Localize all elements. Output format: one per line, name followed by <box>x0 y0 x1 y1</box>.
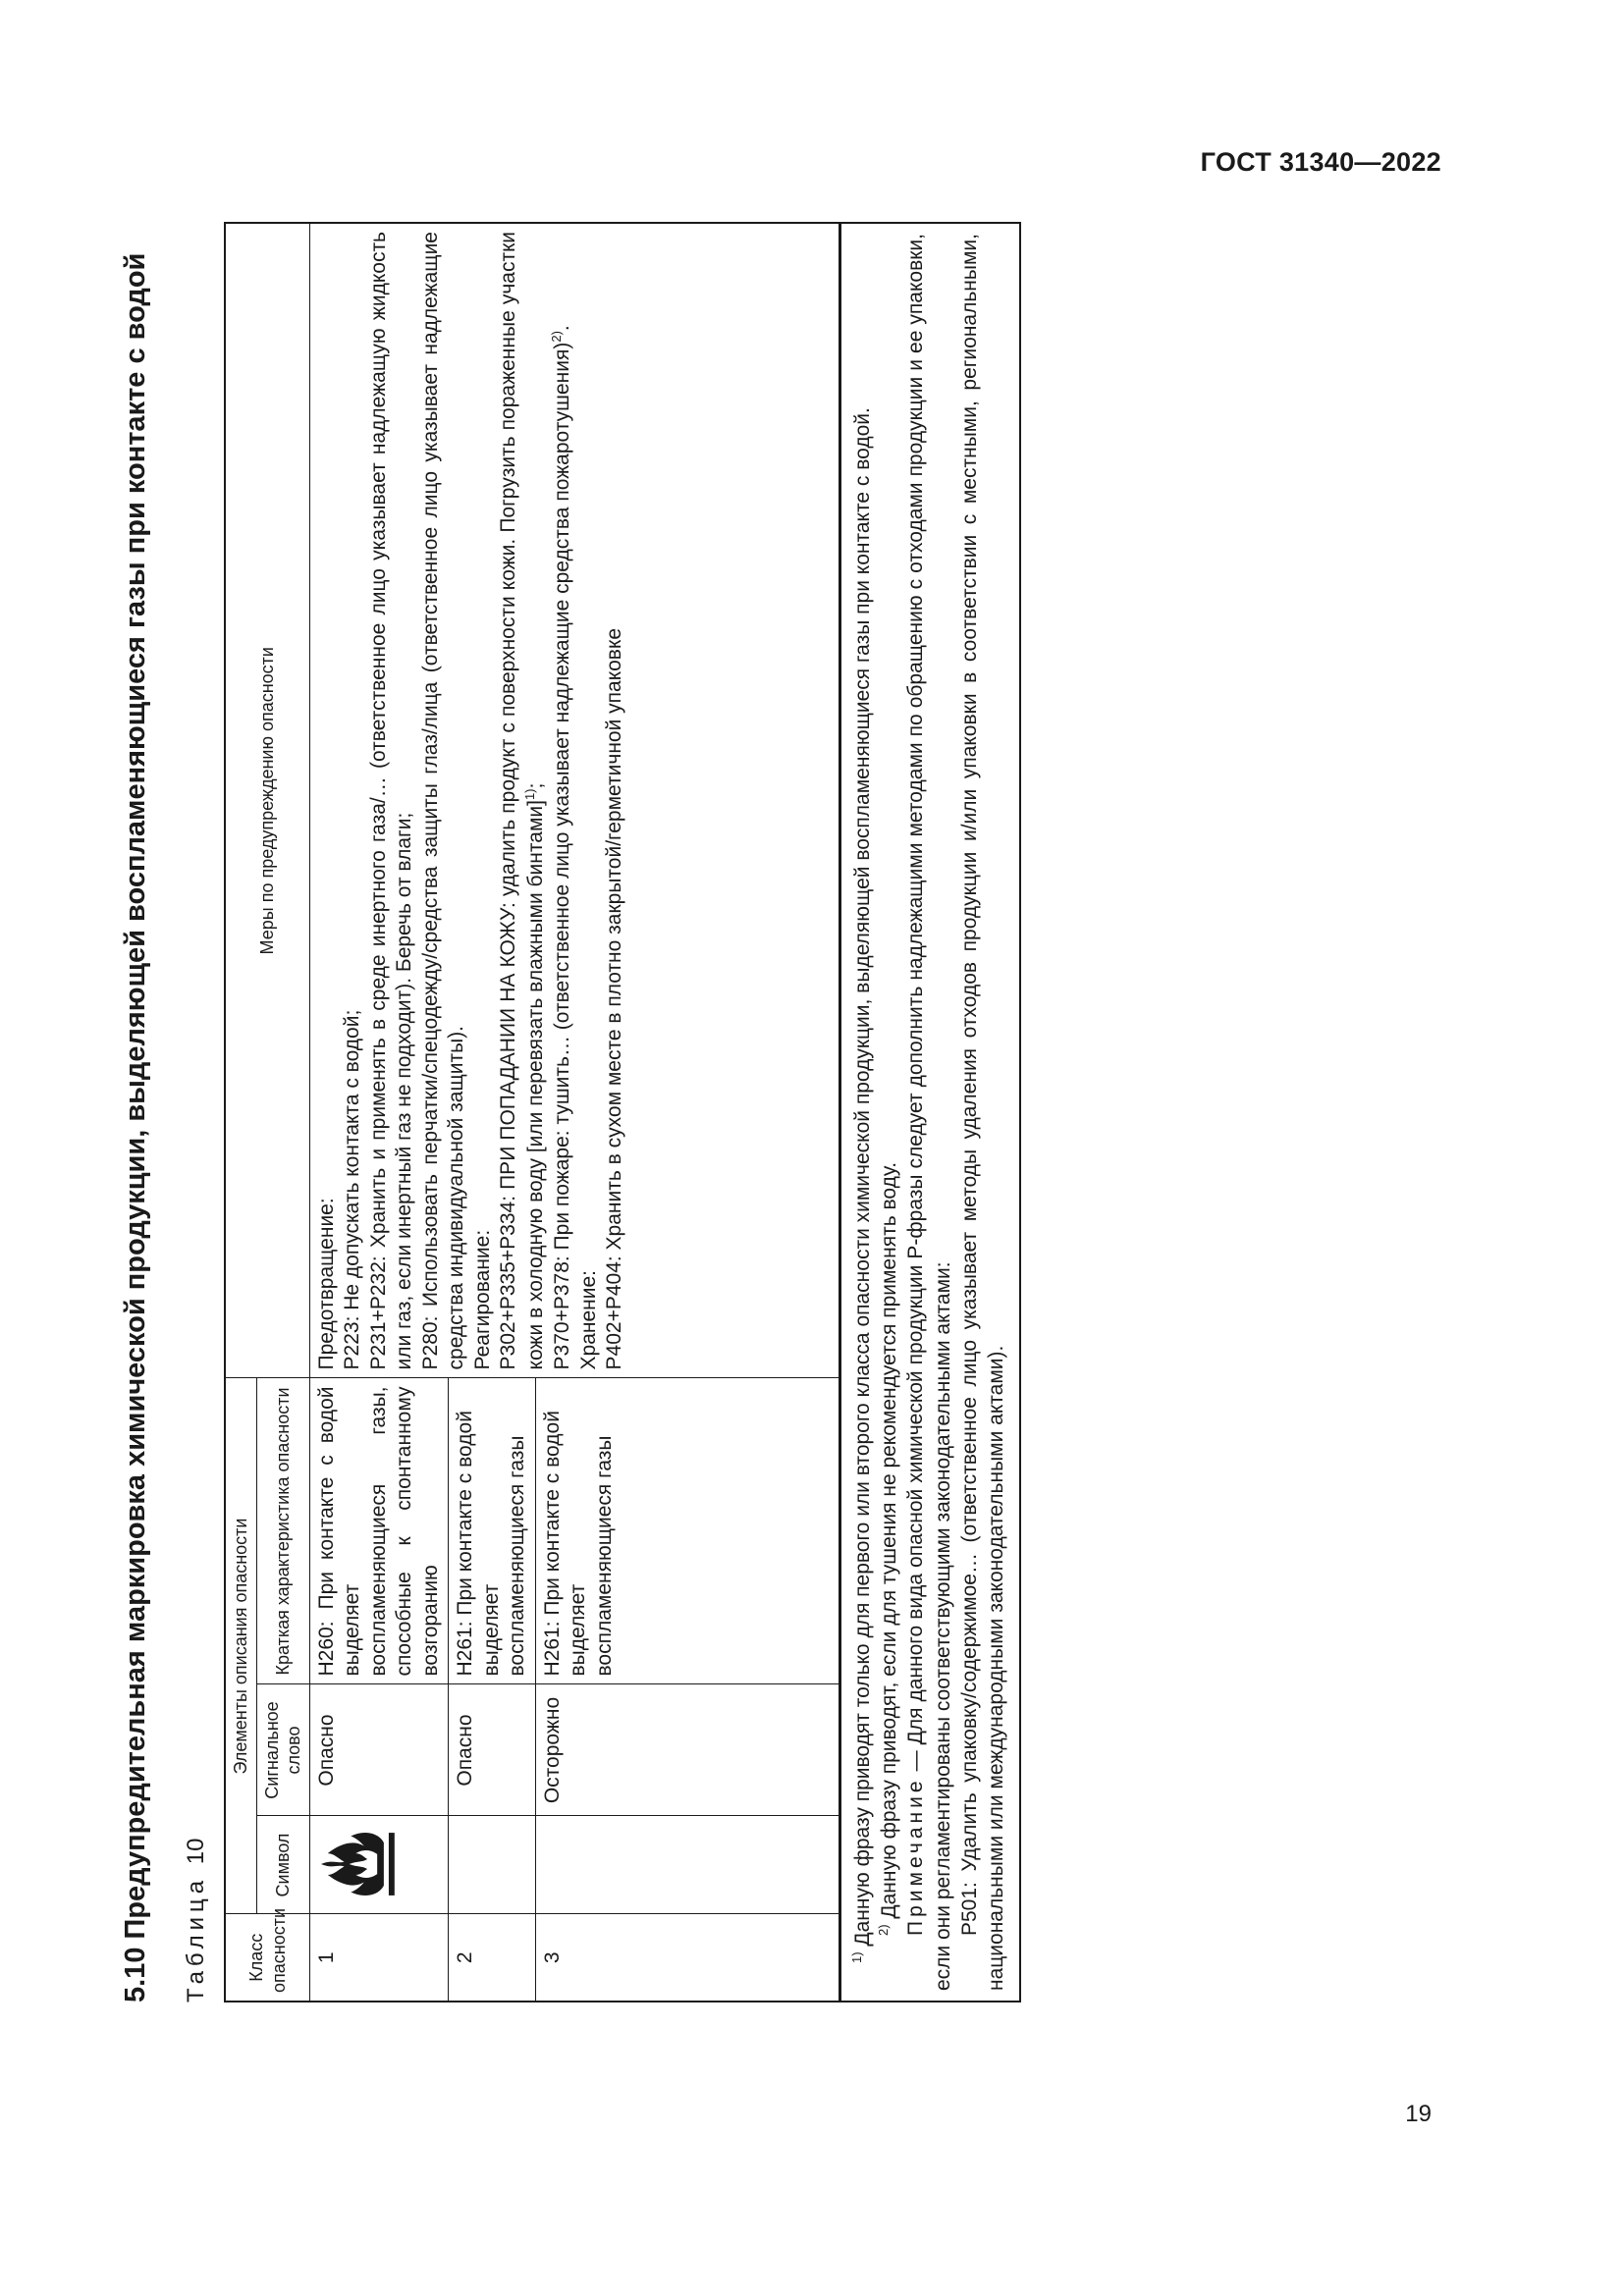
row1-class: 1 <box>310 1914 449 2001</box>
prevention-title: Предотвращение: <box>315 1198 339 1370</box>
row3-signal-word: Осторожно <box>535 1684 839 1816</box>
p223-text: Р223: Не допускать контакта с водой; <box>341 1009 364 1370</box>
table-frame <box>224 222 1021 2002</box>
rotated-content <box>106 108 1088 2110</box>
note-text: — Для данного вида опасной химической продукции Р-фразы следует дополнить надлежащими методами по обращению с отходами продукции и ее упаковки, если они регламентированы соответствующими законодательными актами: <box>904 234 954 1991</box>
table-header-row <box>226 224 256 2001</box>
table-notes <box>839 224 1020 2001</box>
row2-class: 2 <box>449 1914 535 2001</box>
row3-class: 3 <box>535 1914 839 2001</box>
response-title: Реагирование: <box>470 1229 494 1370</box>
page-number: 19 <box>1405 2101 1432 2127</box>
footnote-1-text: Данную фразу приводят только для первого или второго класса опасности химической продукции, выделяющей воспламеняющиеся газы при контакте с водой. <box>850 407 874 1947</box>
header-measures: Меры по предупреждению опасности <box>226 224 310 1378</box>
section-title: 5.10 Предупредительная маркировка химической продукции, выделяющей воспламеняющиеся газы при контакте с водой <box>120 252 151 2002</box>
p402-text: Р402+Р404: Хранить в сухом месте в плотно закрытой/герметичной упаковке <box>603 627 625 1370</box>
row1-hazard: Н260: При контакте с водой выделяет воспламеняющиеся газы, способные к спонтанному возгоранию <box>310 1378 449 1684</box>
header-elements: Элементы описания опасности <box>226 1378 256 1914</box>
table-label-number: 10 <box>183 1838 209 1865</box>
p370-block <box>549 232 575 1369</box>
table-row <box>310 224 449 2001</box>
measures-cell <box>310 224 839 1378</box>
p280-text: Р280: Использовать перчатки/спецодежду/средства защиты глаз/лица (ответственное лицо указывает надлежащие средства индивидуальной защиты). <box>418 232 468 1370</box>
hazard-table <box>226 224 839 2001</box>
footnote-2-text: Данную фразу приводят, если для тушения не рекомендуется применять воду. <box>877 1161 900 1919</box>
header-symbol: Символ <box>256 1816 309 1914</box>
note-paragraph <box>902 234 956 1991</box>
header-hazard: Краткая характеристика опасности <box>256 1378 309 1684</box>
row3-symbol <box>535 1816 839 1914</box>
p302-end: ; <box>523 782 547 789</box>
p370-end: . <box>551 325 574 332</box>
footnote-2 <box>876 234 902 1991</box>
p370-footnote-mark: 2) <box>549 331 565 343</box>
p231-text: Р231+Р232: Хранить и применять в среде инертного газа/… (ответственное лицо указывает надлежащую жидкость или газ, если инертный газ не подходит). Беречь от влаги; <box>366 232 416 1370</box>
p302-block <box>496 232 549 1369</box>
p302-footnote-mark: 1) <box>521 788 537 801</box>
table-label <box>183 1839 210 2002</box>
p501-paragraph: Р501: Удалить упаковку/содержимое… (ответственное лицо указывает методы удаления отходов продукции и/или упаковки в соответствии с местными, региональными, национальными или международными законодательными актами). <box>957 234 1008 1991</box>
row1-symbol <box>310 1816 449 1914</box>
row2-hazard: Н261: При контакте с водой выделяет воспламеняющиеся газы <box>449 1378 535 1684</box>
footnote-1 <box>849 234 876 1991</box>
row1-signal-word: Опасно <box>310 1684 449 1816</box>
footnote-2-marker: 2) <box>875 1924 891 1936</box>
row2-symbol <box>449 1816 535 1914</box>
flame-icon <box>316 1824 399 1906</box>
p302-text: Р302+Р335+Р334: ПРИ ПОПАДАНИИ НА КОЖУ: удалить продукт с поверхности кожи. Погрузить пораженные участки кожи в холодную воду [или перевязать влажными бинтами] <box>497 232 547 1370</box>
header-class: Класс опасности <box>226 1914 310 2001</box>
header-signal-word: Сигнальное слово <box>256 1684 309 1816</box>
document-code: ГОСТ 31340—2022 <box>1200 147 1441 177</box>
storage-title: Хранение: <box>576 1269 600 1370</box>
footnote-1-marker: 1) <box>848 1951 864 1963</box>
row2-signal-word: Опасно <box>449 1684 535 1816</box>
row3-hazard: Н261: При контакте с водой выделяет воспламеняющиеся газы <box>535 1378 839 1684</box>
note-label: Примечание <box>904 1777 928 1936</box>
p370-text: Р370+Р378: При пожаре: тушить… (ответственное лицо указывает надлежащие средства пожаротушения) <box>551 342 574 1370</box>
table-label-word: Таблица <box>183 1875 209 2002</box>
